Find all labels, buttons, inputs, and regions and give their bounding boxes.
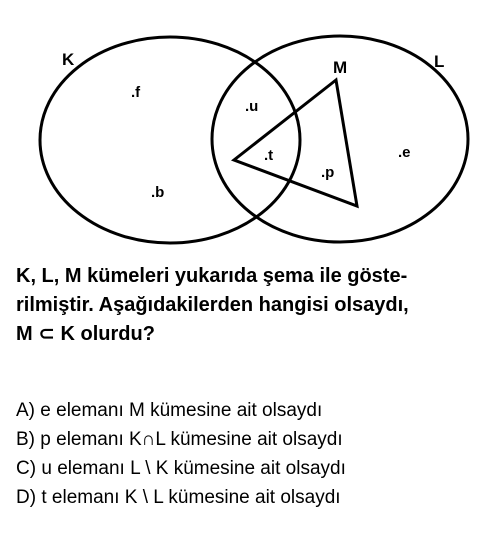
option-c-letter: C)	[16, 458, 37, 479]
question-line-1: K, L, M kümeleri yukarıda şema ile göste-	[16, 265, 408, 287]
element-u-label: .u	[245, 98, 259, 115]
element-f-label: .f	[131, 84, 141, 101]
option-a-text: e elemanı M kümesine ait olsaydı	[40, 400, 323, 421]
option-d[interactable]	[16, 483, 492, 512]
element-b-label: .b	[151, 184, 165, 201]
option-b-text: p elemanı K∩L kümesine ait olsaydı	[40, 429, 343, 450]
answer-options	[16, 396, 492, 512]
question-line-2: rilmiştir. Aşağıdakilerden hangisi olsaydı,	[16, 294, 409, 316]
option-b[interactable]	[16, 425, 492, 454]
option-c[interactable]	[16, 454, 492, 483]
question-line-3: M ⊂ K olurdu?	[16, 323, 155, 345]
venn-diagram	[0, 0, 500, 250]
element-e-label: .e	[398, 144, 411, 161]
option-a-letter: A)	[16, 400, 35, 421]
option-c-text: u elemanı L \ K kümesine ait olsaydı	[41, 458, 346, 479]
set-k-label: K	[62, 50, 75, 69]
option-d-text: t elemanı K \ L kümesine ait olsaydı	[41, 487, 341, 508]
option-d-letter: D)	[16, 487, 37, 508]
option-a[interactable]	[16, 396, 492, 425]
question-text	[16, 262, 492, 349]
set-m-label: M	[333, 58, 348, 77]
element-p-label: .p	[321, 164, 335, 181]
option-b-letter: B)	[16, 429, 35, 450]
set-l-label: L	[434, 52, 445, 71]
element-t-label: .t	[264, 147, 274, 164]
